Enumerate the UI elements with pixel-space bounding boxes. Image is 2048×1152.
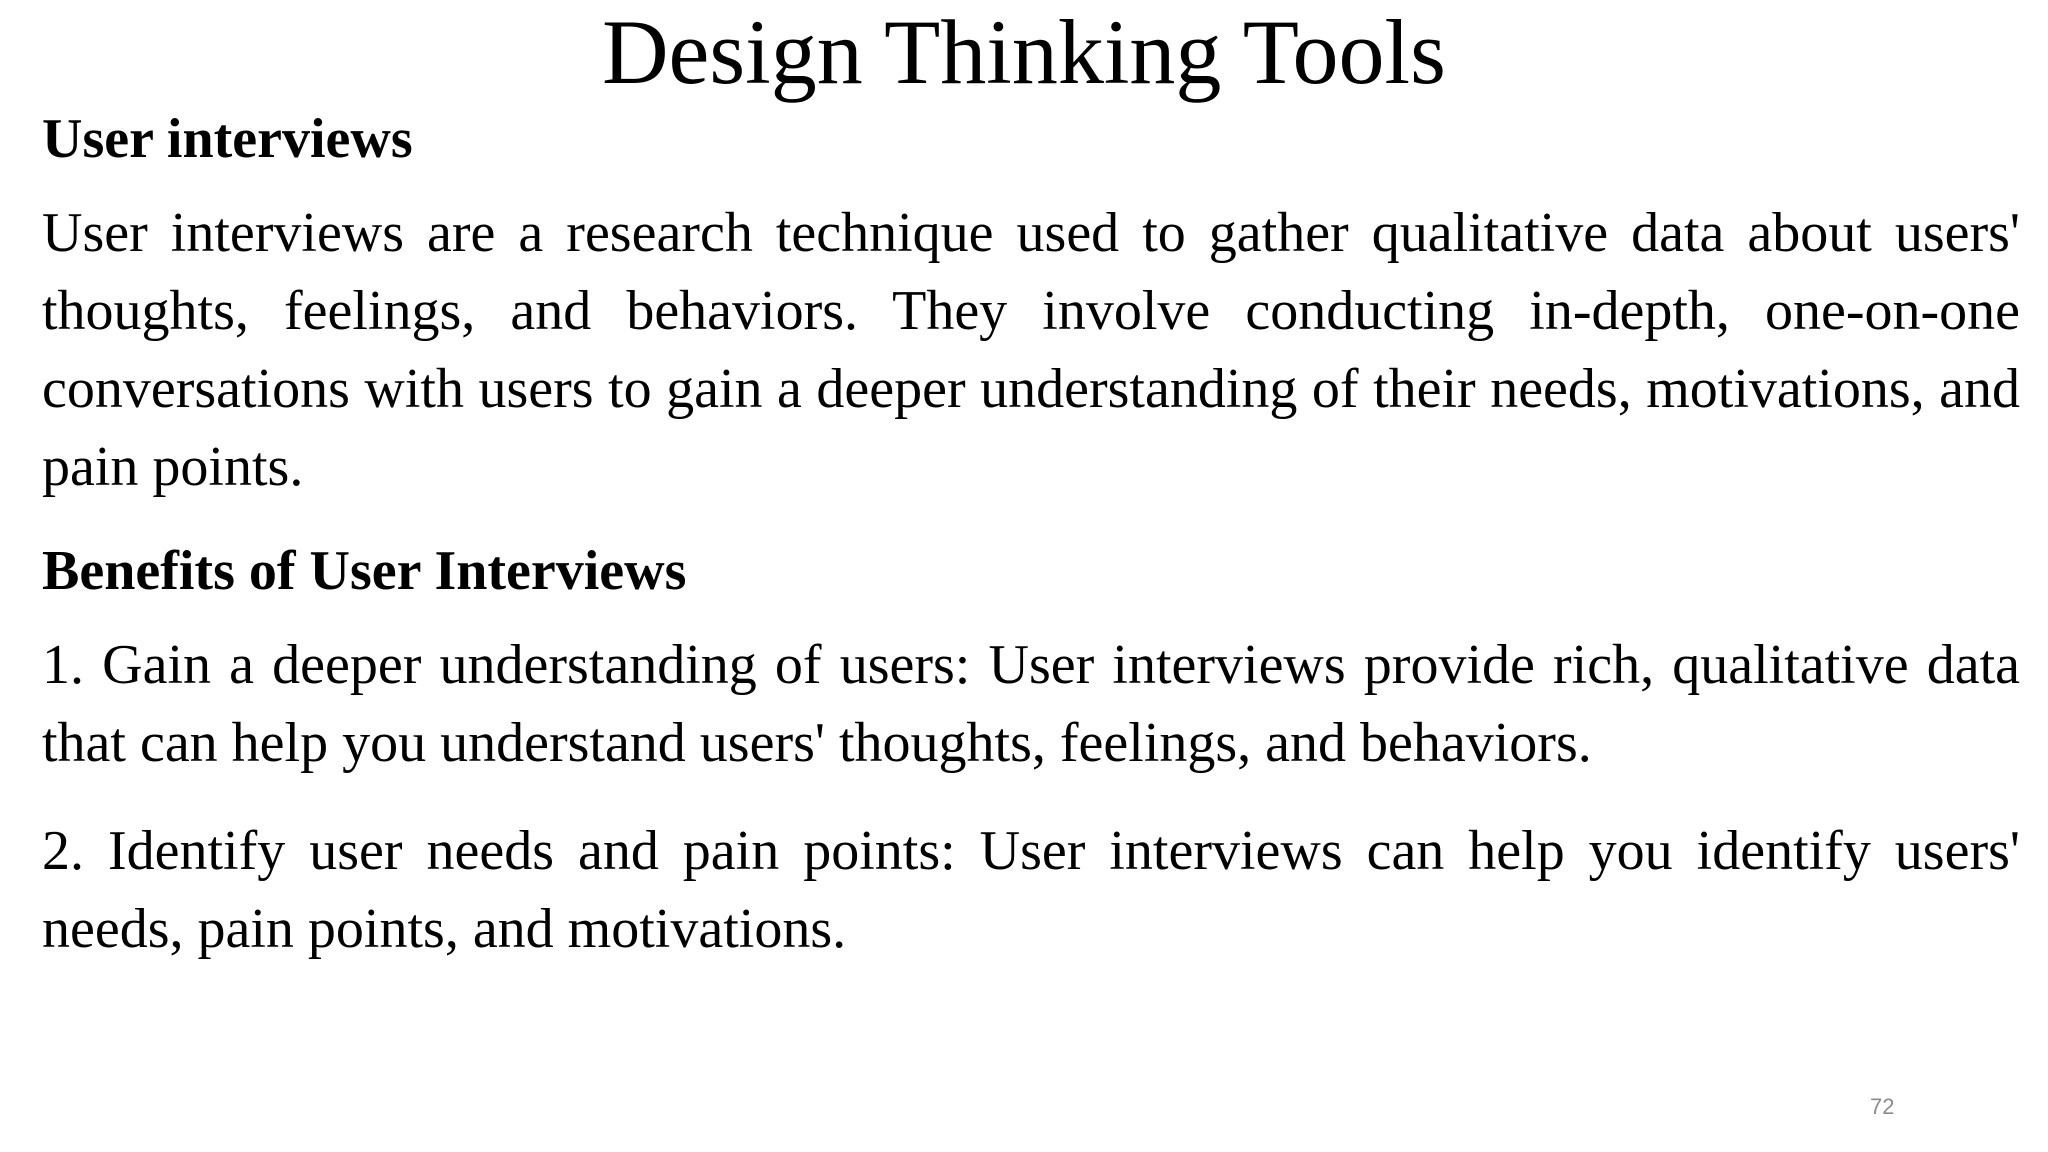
benefit-item-1: 1. Gain a deeper understanding of users: User interviews provide rich, qualitative data that can help you understand users' thoughts, feelings, and behaviors. bbox=[42, 634, 2020, 774]
section-heading-user-interviews: User interviews bbox=[42, 108, 413, 170]
user-interviews-paragraph: User interviews are a research technique used to gather qualitative data about users' thoughts, feelings, and behaviors. They involve conducting in-depth, one-on-one conversations with users to gain a deeper understanding of their needs, motivations, and pain points. bbox=[42, 202, 2020, 498]
benefit-item-2: 2. Identify user needs and pain points: User interviews can help you identify users' needs, pain points, and motivations. bbox=[42, 820, 2020, 960]
slide-content bbox=[42, 104, 2020, 998]
section-heading-benefits: Benefits of User Interviews bbox=[42, 540, 687, 602]
page-number: 72 bbox=[1870, 1094, 1895, 1119]
slide-title: Design Thinking Tools bbox=[602, 1, 1446, 103]
